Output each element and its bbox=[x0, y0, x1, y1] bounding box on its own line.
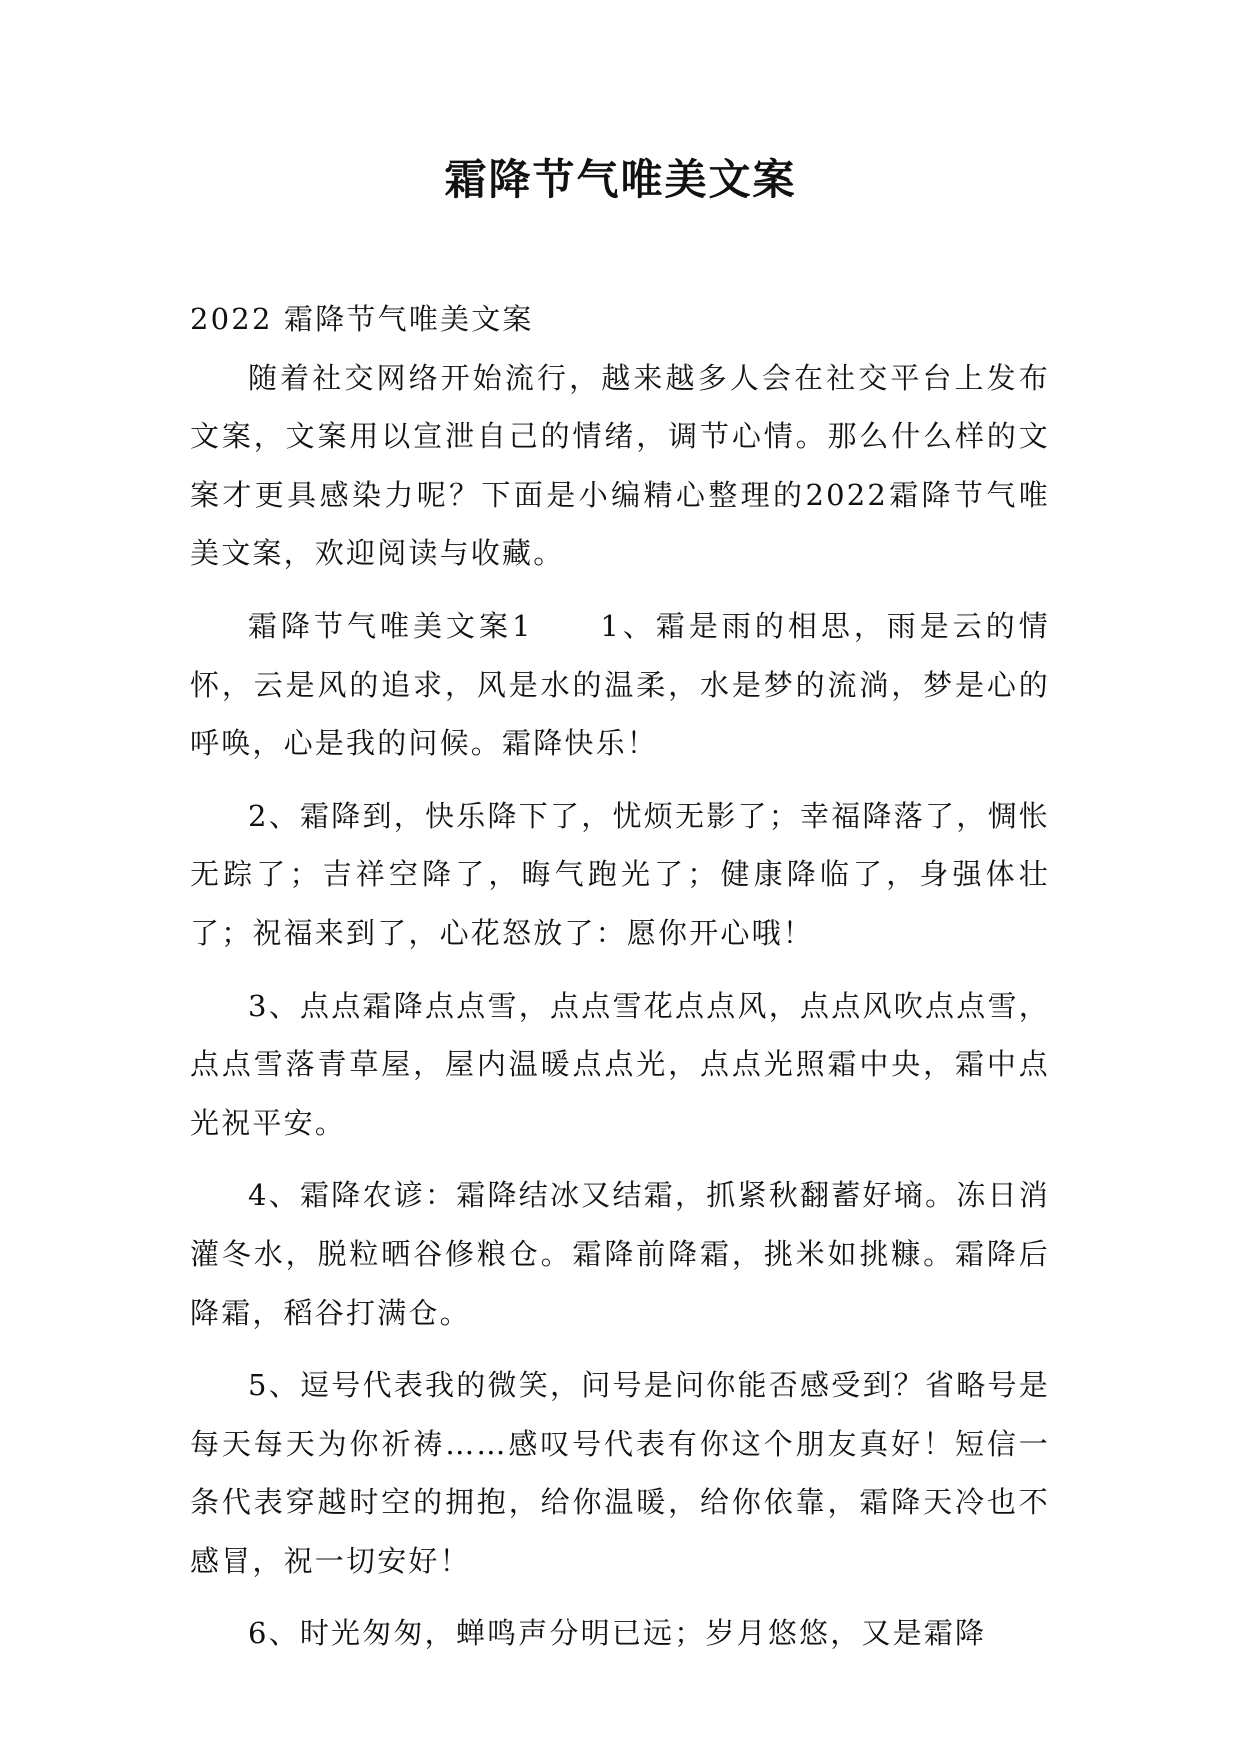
paragraph-item-4: 4、霜降农谚：霜降结冰又结霜，抓紧秋翻蓄好墒。冻日消灌冬水，脱粒晒谷修粮仓。霜降前降霜，挑米如挑糠。霜降后降霜，稻谷打满仓。 bbox=[190, 1178, 1050, 1330]
document-body bbox=[190, 290, 1050, 1663]
paragraph-item-3: 3、点点霜降点点雪，点点雪花点点风，点点风吹点点雪，点点雪落青草屋，屋内温暖点点光，点点光照霜中央，霜中点光祝平安。 bbox=[190, 988, 1050, 1140]
paragraph-item-2: 2、霜降到，快乐降下了，忧烦无影了；幸福降落了，惆怅无踪了；吉祥空降了，晦气跑光了；健康降临了，身强体壮了；祝福来到了，心花怒放了：愿你开心哦！ bbox=[190, 798, 1050, 950]
paragraph-intro: 随着社交网络开始流行，越来越多人会在社交平台上发布文案，文案用以宣泄自己的情绪，调节心情。那么什么样的文案才更具感染力呢？下面是小编精心整理的2022霜降节气唯美文案，欢迎阅读与收藏。 bbox=[190, 360, 1050, 571]
paragraph-item-6: 6、时光匆匆，蝉鸣声分明已远；岁月悠悠，又是霜降 bbox=[248, 1616, 987, 1651]
paragraph-item-5: 5、逗号代表我的微笑，问号是问你能否感受到？省略号是每天每天为你祈祷……感叹号代表有你这个朋友真好！短信一条代表穿越时空的拥抱，给你温暖，给你依靠，霜降天冷也不感冒，祝一切安好！ bbox=[190, 1368, 1050, 1578]
paragraph-item-1: 霜降节气唯美文案1 1、霜是雨的相思，雨是云的情怀，云是风的追求，风是水的温柔，水是梦的流淌，梦是心的呼唤，心是我的问候。霜降快乐！ bbox=[190, 608, 1050, 761]
document-subtitle: 2022 霜降节气唯美文案 bbox=[190, 302, 534, 336]
document-title: 霜降节气唯美文案 bbox=[444, 155, 797, 204]
